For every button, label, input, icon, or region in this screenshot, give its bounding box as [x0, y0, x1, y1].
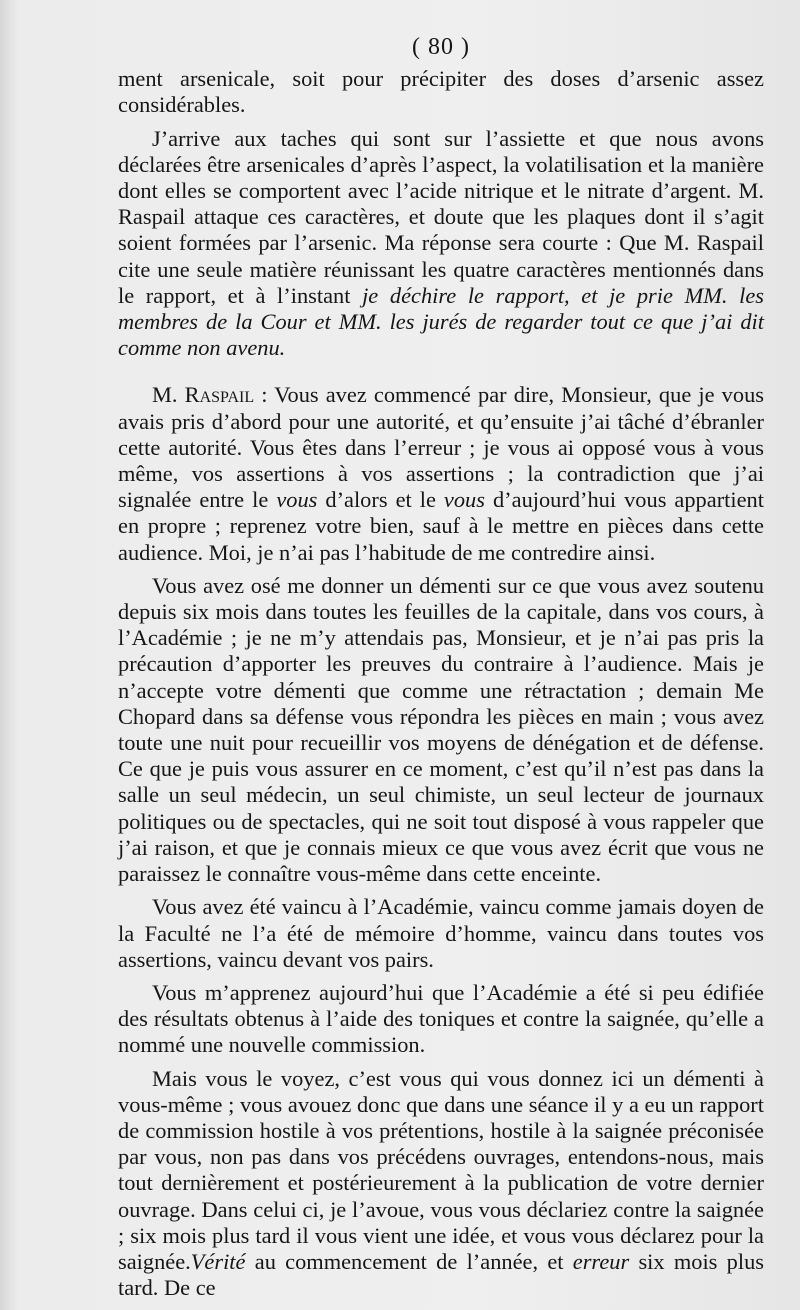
paragraph-6 [118, 1066, 764, 1302]
italic-vous-1: vous [276, 487, 318, 513]
paragraph-0: ment arsenicale, soit pour précipiter des doses d’arsenic assez considérables. [118, 66, 764, 118]
paragraph-5: Vous m’apprenez aujourd’hui que l’Académie a été si peu édifiée des résultats obtenus à l’aide des toniques et contre la saignée, qu’elle a nommé une nouvelle commission. [118, 979, 764, 1058]
paragraph-1 [118, 126, 764, 362]
italic-verite: Vérité [190, 1248, 246, 1274]
page-number: ( 80 ) [412, 34, 470, 60]
paragraph-1-text: J’arrive aux taches qui sont sur l’assiette et que nous avons déclarées être arsenicales d’après l’aspect, la volatilisation et la manière dont elles se comportent avec l’acide nitrique et le nitrate d’argent. M. Raspail attaque ces caractères, et doute que les plaques dont il s’agit soient formées par l’arsenic. Ma réponse sera courte : Que M. Raspail cite une seule matière réunissant les quatre caractères mentionnés dans le rapport, et à l’instant [118, 125, 764, 308]
paragraph-6-text-b: au commencement de l’année, et [254, 1248, 564, 1274]
speaker-name: M. Raspail : [152, 382, 268, 408]
paragraph-2-text-b: d’alors et le [325, 487, 436, 513]
paragraph-2 [118, 382, 764, 565]
paragraph-1-italic: je déchire le rapport, et je prie MM. les membres de la Cour et MM. les jurés de regarder tout ce que j’ai dit comme non avenu. [118, 282, 764, 361]
paragraph-4: Vous avez été vaincu à l’Académie, vaincu comme jamais doyen de la Faculté ne l’a été de mémoire d’homme, vaincu dans toutes vos assertions, vaincu devant vos pairs. [118, 894, 764, 972]
paragraph-3: Vous avez osé me donner un démenti sur ce que vous avez soutenu depuis six mois dans toutes les feuilles de la capitale, dans vos cours, à l’Académie ; je ne m’y attendais pas, Monsieur, et je n’ai pas pris la précaution d’apporter les preuves du contraire à l’audience. Mais je n’accepte votre démenti que comme une rétractation ; demain Me Chopard dans sa défense vous répondra les pièces en main ; vous avez toute une nuit pour recueillir vos moyens de dénégation et de défense. Ce que je puis vous assurer en ce moment, c’est qu’il n’est pas dans la salle un seul médecin, un seul chimiste, un seul lecteur de journaux politiques ou de spectacles, qui ne soit tout disposé à vous rappeler que j’ai raison, et que je connais mieux ce que vous avez écrit que vous ne paraissez le connaître vous-même dans cette enceinte. [118, 572, 764, 887]
paragraph-2-text-a: Vous avez commencé par dire, Monsieur, que je vous avais pris d’abord pour une autorité, et qu’ensuite j’ai tâché d’ébranler cette autorité. Vous êtes dans l’erreur ; je vous ai opposé vous à vous même, vos assertions à vos assertions ; la contradiction que j’ai signalée entre le [118, 382, 764, 513]
page-text-block [118, 34, 764, 1308]
italic-vous-2: vous [443, 487, 485, 513]
section-gap [118, 368, 764, 382]
paragraph-6-text-c: six mois plus tard. De ce [118, 1248, 764, 1301]
italic-erreur: erreur [572, 1248, 630, 1274]
paragraph-2-text-c: d’aujourd’hui vous appartient en propre ; reprenez votre bien, sauf à le mettre en pièces dans cette audience. Moi, je n’ai pas l’habitude de me contredire ainsi. [118, 487, 764, 565]
paragraph-6-text-a: Mais vous le voyez, c’est vous qui vous donnez ici un démenti à vous-même ; vous avouez donc que dans une séance il y a eu un rapport de commission hostile à vos prétentions, hostile à la saignée préconisée par vous, non pas dans vos précédens ouvrages, entendons-nous, mais tout dernièrement et postérieurement à la publication de votre dernier ouvrage. Dans celui ci, je l’avoue, vous vous déclariez contre la saignée ; six mois plus tard il vous vient une idée, et vous vous déclarez pour la saignée. [118, 1065, 764, 1274]
